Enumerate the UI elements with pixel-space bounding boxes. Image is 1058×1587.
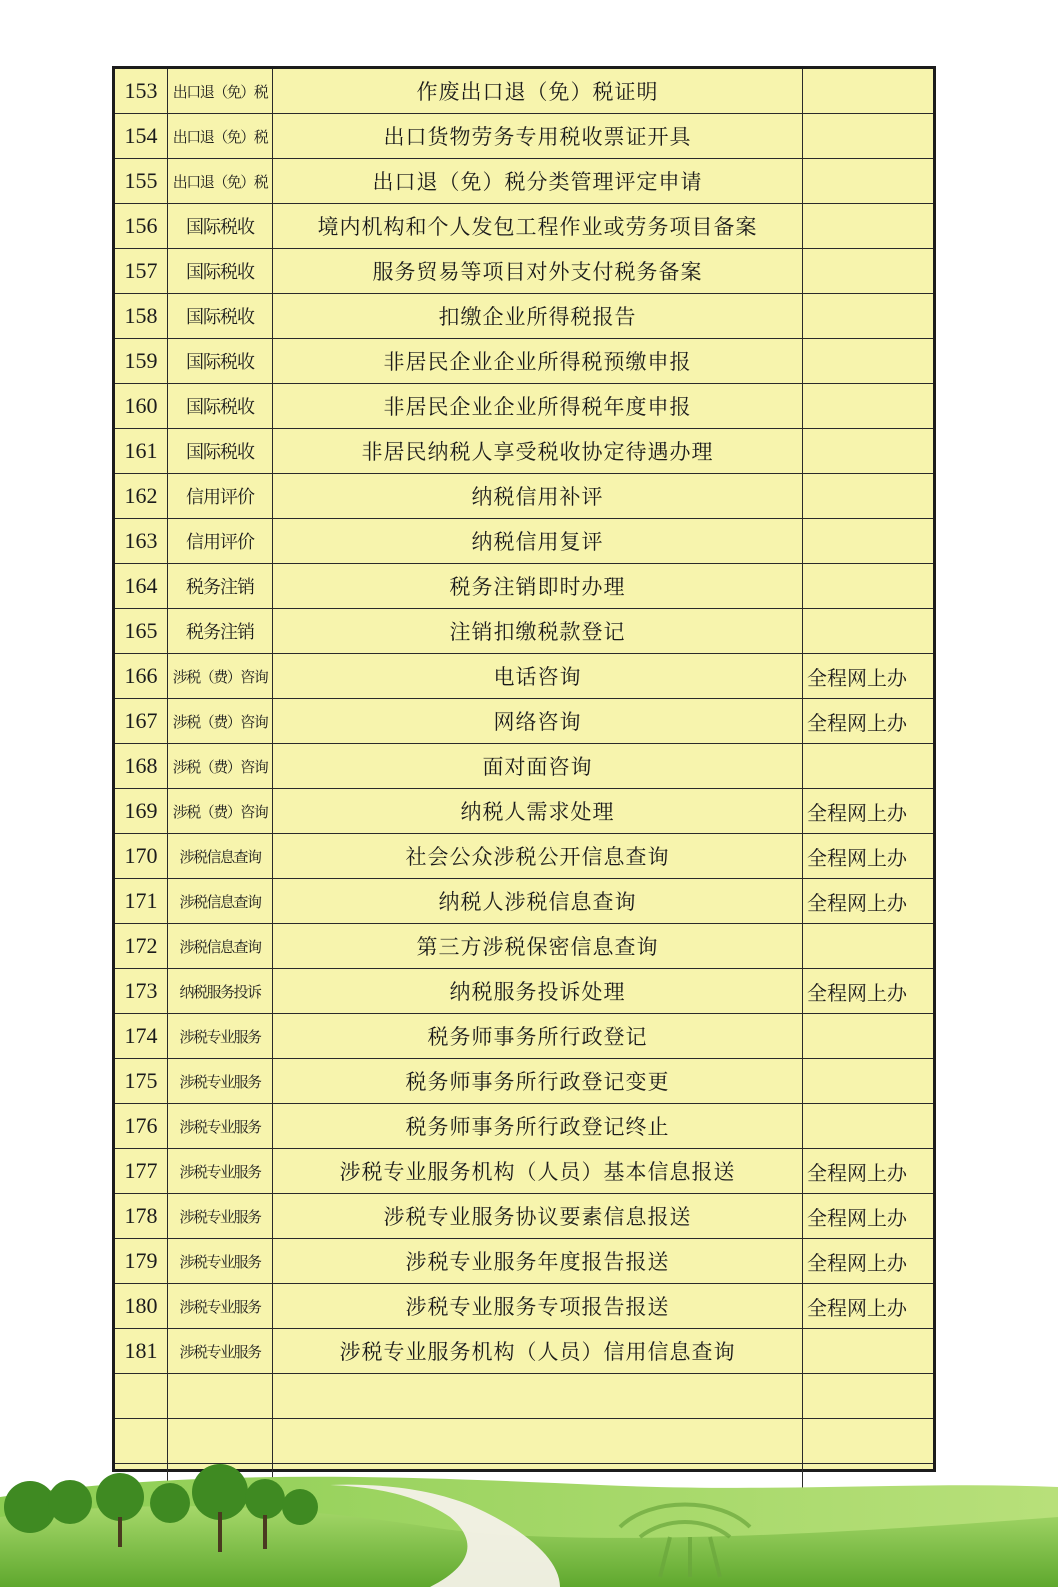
row-item-name: 纳税人涉税信息查询 — [273, 879, 803, 924]
row-item-name: 服务贸易等项目对外支付税务备案 — [273, 249, 803, 294]
row-number: 171 — [115, 879, 168, 924]
row-handling-note — [803, 204, 934, 249]
row-number: 178 — [115, 1194, 168, 1239]
row-item-name: 涉税专业服务机构（人员）信用信息查询 — [273, 1329, 803, 1374]
row-category: 信用评价 — [168, 519, 273, 564]
landscape-illustration — [0, 1457, 1058, 1587]
row-category: 国际税收 — [168, 249, 273, 294]
row-category: 信用评价 — [168, 474, 273, 519]
row-number: 163 — [115, 519, 168, 564]
row-handling-note — [803, 744, 934, 789]
table-row — [115, 1059, 933, 1104]
service-table — [115, 69, 933, 1508]
row-number: 153 — [115, 69, 168, 114]
row-item-name: 非居民纳税人享受税收协定待遇办理 — [273, 429, 803, 474]
row-number: 177 — [115, 1149, 168, 1194]
row-handling-note — [803, 159, 934, 204]
row-item-name: 扣缴企业所得税报告 — [273, 294, 803, 339]
row-number: 166 — [115, 654, 168, 699]
row-number: 164 — [115, 564, 168, 609]
row-number — [115, 1374, 168, 1419]
row-category: 涉税专业服务 — [168, 1329, 273, 1374]
row-handling-note — [803, 1014, 934, 1059]
row-handling-note — [803, 429, 934, 474]
table-row — [115, 744, 933, 789]
table-row — [115, 249, 933, 294]
row-number: 158 — [115, 294, 168, 339]
row-number: 180 — [115, 1284, 168, 1329]
table-row — [115, 1194, 933, 1239]
row-item-name: 注销扣缴税款登记 — [273, 609, 803, 654]
row-item-name: 网络咨询 — [273, 699, 803, 744]
row-number: 156 — [115, 204, 168, 249]
table-row — [115, 699, 933, 744]
table-row — [115, 1104, 933, 1149]
row-item-name: 境内机构和个人发包工程作业或劳务项目备案 — [273, 204, 803, 249]
service-list-table — [112, 66, 936, 1472]
table-row — [115, 1239, 933, 1284]
row-item-name: 出口货物劳务专用税收票证开具 — [273, 114, 803, 159]
table-body — [115, 69, 933, 1508]
row-number: 176 — [115, 1104, 168, 1149]
row-handling-note — [803, 339, 934, 384]
row-category: 涉税（费）咨询 — [168, 789, 273, 834]
table-row — [115, 1329, 933, 1374]
row-category: 涉税专业服务 — [168, 1194, 273, 1239]
row-category: 涉税（费）咨询 — [168, 654, 273, 699]
row-number: 172 — [115, 924, 168, 969]
row-handling-note — [803, 294, 934, 339]
row-handling-note — [803, 924, 934, 969]
row-handling-note — [803, 519, 934, 564]
row-number: 162 — [115, 474, 168, 519]
row-handling-note: 全程网上办 — [803, 654, 934, 699]
table-row — [115, 969, 933, 1014]
row-number: 168 — [115, 744, 168, 789]
row-handling-note: 全程网上办 — [803, 1284, 934, 1329]
row-item-name: 出口退（免）税分类管理评定申请 — [273, 159, 803, 204]
row-item-name: 涉税专业服务专项报告报送 — [273, 1284, 803, 1329]
table-row — [115, 1014, 933, 1059]
table-row — [115, 924, 933, 969]
row-handling-note — [803, 474, 934, 519]
row-category: 涉税专业服务 — [168, 1059, 273, 1104]
row-category: 出口退（免）税 — [168, 69, 273, 114]
row-item-name: 涉税专业服务机构（人员）基本信息报送 — [273, 1149, 803, 1194]
table-row — [115, 654, 933, 699]
row-handling-note: 全程网上办 — [803, 699, 934, 744]
row-handling-note — [803, 1059, 934, 1104]
row-item-name: 第三方涉税保密信息查询 — [273, 924, 803, 969]
row-category: 国际税收 — [168, 204, 273, 249]
row-number: 181 — [115, 1329, 168, 1374]
row-number: 175 — [115, 1059, 168, 1104]
row-number: 154 — [115, 114, 168, 159]
row-handling-note: 全程网上办 — [803, 969, 934, 1014]
table-row — [115, 429, 933, 474]
row-handling-note — [803, 114, 934, 159]
row-item-name: 税务师事务所行政登记终止 — [273, 1104, 803, 1149]
table-row — [115, 519, 933, 564]
table-row — [115, 1284, 933, 1329]
table-row — [115, 159, 933, 204]
row-number: 170 — [115, 834, 168, 879]
row-category: 涉税（费）咨询 — [168, 699, 273, 744]
row-item-name: 纳税服务投诉处理 — [273, 969, 803, 1014]
row-number: 159 — [115, 339, 168, 384]
table-row — [115, 609, 933, 654]
row-category: 国际税收 — [168, 294, 273, 339]
row-category: 涉税专业服务 — [168, 1149, 273, 1194]
row-handling-note — [803, 1329, 934, 1374]
row-item-name: 涉税专业服务协议要素信息报送 — [273, 1194, 803, 1239]
row-handling-note: 全程网上办 — [803, 1194, 934, 1239]
row-handling-note — [803, 249, 934, 294]
row-handling-note: 全程网上办 — [803, 1239, 934, 1284]
row-handling-note — [803, 609, 934, 654]
row-handling-note — [803, 1104, 934, 1149]
row-item-name: 税务注销即时办理 — [273, 564, 803, 609]
row-category: 涉税信息查询 — [168, 879, 273, 924]
row-category: 税务注销 — [168, 564, 273, 609]
row-item-name: 纳税信用复评 — [273, 519, 803, 564]
row-category: 纳税服务投诉 — [168, 969, 273, 1014]
row-item-name: 电话咨询 — [273, 654, 803, 699]
row-category: 国际税收 — [168, 339, 273, 384]
table-row — [115, 564, 933, 609]
row-category: 涉税专业服务 — [168, 1239, 273, 1284]
table-row — [115, 1149, 933, 1194]
table-row — [115, 879, 933, 924]
row-handling-note — [803, 69, 934, 114]
row-category: 国际税收 — [168, 429, 273, 474]
row-number: 174 — [115, 1014, 168, 1059]
row-item-name: 面对面咨询 — [273, 744, 803, 789]
row-number: 167 — [115, 699, 168, 744]
row-number: 165 — [115, 609, 168, 654]
row-number: 169 — [115, 789, 168, 834]
row-category: 涉税专业服务 — [168, 1104, 273, 1149]
row-category: 涉税信息查询 — [168, 834, 273, 879]
table-row — [115, 1374, 933, 1419]
row-handling-note — [803, 1374, 934, 1419]
table-row — [115, 834, 933, 879]
row-number: 173 — [115, 969, 168, 1014]
row-item-name: 非居民企业企业所得税预缴申报 — [273, 339, 803, 384]
row-category: 涉税信息查询 — [168, 924, 273, 969]
row-item-name: 作废出口退（免）税证明 — [273, 69, 803, 114]
row-item-name: 纳税信用补评 — [273, 474, 803, 519]
row-category: 国际税收 — [168, 384, 273, 429]
table-row — [115, 339, 933, 384]
row-item-name: 税务师事务所行政登记变更 — [273, 1059, 803, 1104]
table-row — [115, 114, 933, 159]
row-number: 161 — [115, 429, 168, 474]
row-category: 涉税专业服务 — [168, 1014, 273, 1059]
row-item-name: 涉税专业服务年度报告报送 — [273, 1239, 803, 1284]
table-row — [115, 789, 933, 834]
row-item-name: 税务师事务所行政登记 — [273, 1014, 803, 1059]
row-category — [168, 1374, 273, 1419]
row-handling-note: 全程网上办 — [803, 834, 934, 879]
row-item-name: 纳税人需求处理 — [273, 789, 803, 834]
table-row — [115, 384, 933, 429]
row-number: 160 — [115, 384, 168, 429]
row-handling-note — [803, 384, 934, 429]
row-number: 157 — [115, 249, 168, 294]
row-category: 涉税专业服务 — [168, 1284, 273, 1329]
row-item-name: 社会公众涉税公开信息查询 — [273, 834, 803, 879]
row-number: 155 — [115, 159, 168, 204]
row-category: 出口退（免）税 — [168, 114, 273, 159]
table-row — [115, 69, 933, 114]
row-handling-note: 全程网上办 — [803, 1149, 934, 1194]
row-category: 涉税（费）咨询 — [168, 744, 273, 789]
row-item-name: 非居民企业企业所得税年度申报 — [273, 384, 803, 429]
row-handling-note: 全程网上办 — [803, 789, 934, 834]
table-row — [115, 294, 933, 339]
row-number: 179 — [115, 1239, 168, 1284]
row-handling-note — [803, 564, 934, 609]
table-row — [115, 474, 933, 519]
row-category: 税务注销 — [168, 609, 273, 654]
row-handling-note: 全程网上办 — [803, 879, 934, 924]
row-item-name — [273, 1374, 803, 1419]
table-row — [115, 204, 933, 249]
row-category: 出口退（免）税 — [168, 159, 273, 204]
